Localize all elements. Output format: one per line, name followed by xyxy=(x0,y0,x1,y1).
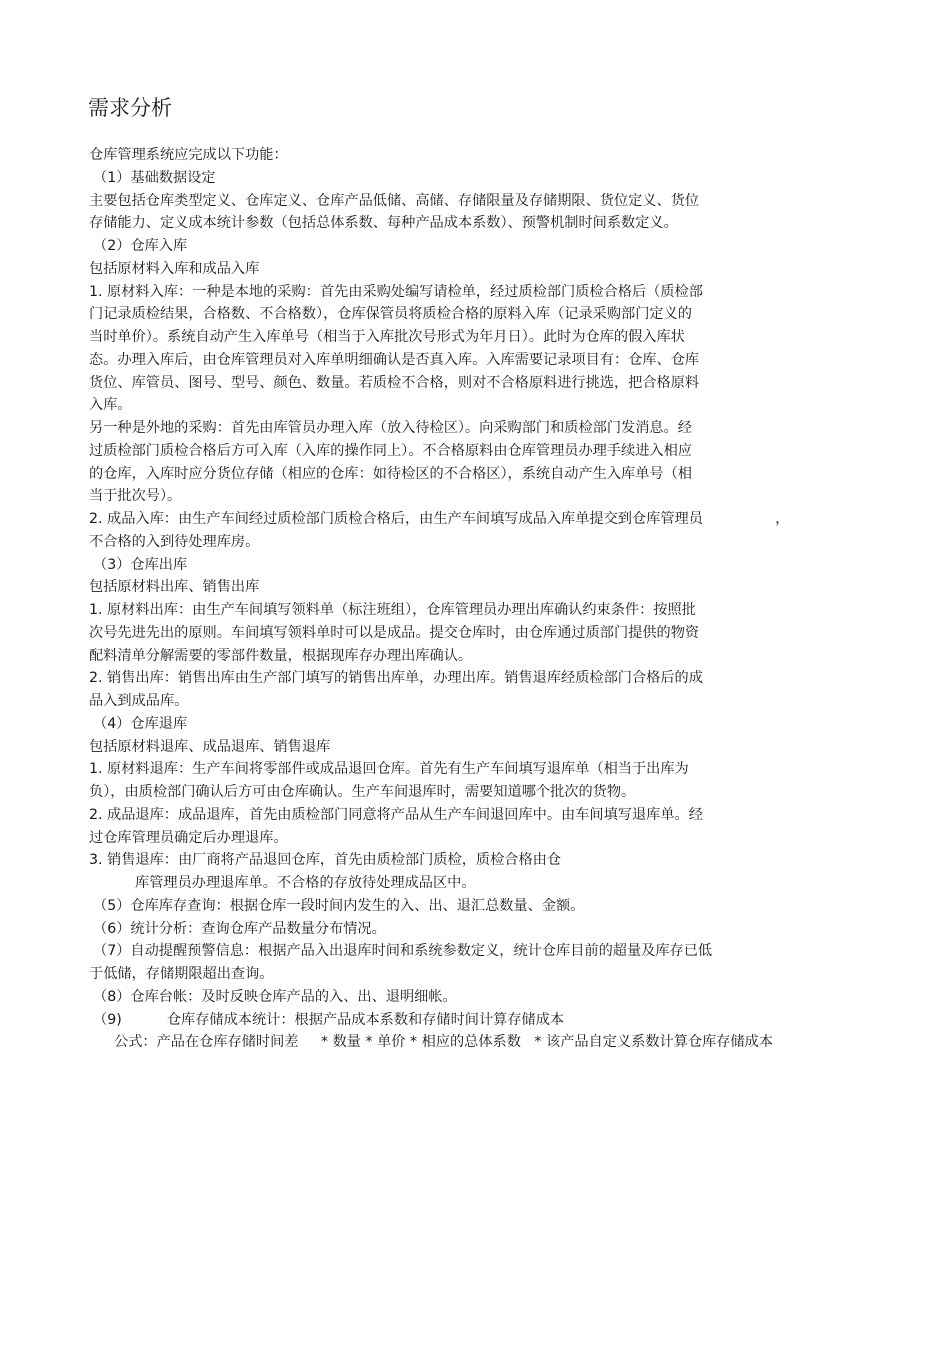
page-title: 需求分析 xyxy=(88,96,172,120)
paragraph-line: 态。办理入库后，由仓库管理员对入库单明细确认是否真入库。入库需要记录项目有：仓库、仓库 xyxy=(89,351,700,368)
paragraph-line: 包括原材料退库、成品退库、销售退库 xyxy=(89,738,331,755)
paragraph-line: 2. 销售出库：销售出库由生产部门填写的销售出库单，办理出库。销售退库经质检部门合格后的成 xyxy=(89,670,703,687)
document-body xyxy=(89,144,869,1054)
section-heading-9: （9) 仓库存储成本统计：根据产品成本系数和存储时间计算存储成本 xyxy=(93,1011,565,1028)
section-heading-5: （5）仓库库存查询：根据仓库一段时间内发生的入、出、退汇总数量、金额。 xyxy=(93,897,585,914)
paragraph-line: 入库。 xyxy=(89,397,132,414)
section-heading-3: （3）仓库出库 xyxy=(93,556,188,573)
section-heading-6: （6）统计分析：查询仓库产品数量分布情况。 xyxy=(93,920,386,937)
paragraph-line: 1. 原材料出库：由生产车间填写领料单（标注班组），仓库管理员办理出库确认约束条件：按照批 xyxy=(89,602,696,618)
paragraph-line: 3. 销售退库：由厂商将产品退回仓库，首先由质检部门质检，质检合格由仓 xyxy=(89,852,562,869)
paragraph-line: 存储能力、定义成本统计参数（包括总体系数、每种产品成本系数）、预警机制时间系数定义。 xyxy=(89,215,678,232)
paragraph-line: 1. 原材料退库：生产车间将零部件或成品退回仓库。首先有生产车间填写退库单（相当于出库为 xyxy=(89,761,689,778)
paragraph-line: 配料清单分解需要的零部件数量，根据现库存办理出库确认。 xyxy=(89,647,473,664)
paragraph-line: 不合格的入到待处理库房。 xyxy=(89,533,260,550)
section-heading-4: （4）仓库退库 xyxy=(93,715,188,732)
paragraph-line: 另一种是外地的采购：首先由库管员办理入库（放入待检区）。向采购部门和质检部门发消息。经 xyxy=(89,420,692,436)
paragraph-line: 过质检部门质检合格后方可入库（入库的操作同上）。不合格原料由仓库管理员办理手续进入相应 xyxy=(89,442,692,459)
paragraph-line: 包括原材料入库和成品入库 xyxy=(89,260,260,277)
section-heading-1: （1）基础数据设定 xyxy=(93,169,216,186)
paragraph-line: 货位、库管员、图号、型号、颜色、数量。若质检不合格，则对不合格原料进行挑选，把合格原料 xyxy=(89,374,700,391)
section-heading-8: （8）仓库台帐：及时反映仓库产品的入、出、退明细帐。 xyxy=(93,988,457,1005)
paragraph-line: 包括原材料出库、销售出库 xyxy=(89,579,260,596)
paragraph-line: 品入到成品库。 xyxy=(89,693,189,709)
paragraph-line: 当时单价）。系统自动产生入库单号（相当于入库批次号形式为年月日）。此时为仓库的假入库状 xyxy=(89,329,685,345)
paragraph-line: 门记录质检结果，合格数、不合格数），仓库保管员将质检合格的原料入库（记录采购部门定义的 xyxy=(89,306,692,323)
paragraph-line-indented: 库管理员办理退库单。不合格的存放待处理成品区中。 xyxy=(135,875,476,891)
paragraph-line: 负），由质检部门确认后方可由仓库确认。生产车间退库时，需要知道哪个批次的货物。 xyxy=(89,784,636,800)
formula-line: 公式：产品在仓库存储时间差 * 数量 * 单价 * 相应的总体系数 * 该产品自定义系数计算仓库存储成本 xyxy=(114,1034,774,1051)
paragraph-line: 2. 成品退库：成品退库，首先由质检部门同意将产品从生产车间退回库中。由车间填写退库单。经 xyxy=(89,806,703,823)
section-heading-7: （7）自动提醒预警信息：根据产品入出退库时间和系统参数定义，统计仓库目前的超量及库存已低 xyxy=(93,943,713,960)
paragraph-line: 次号先进先出的原则。车间填写领料单时可以是成品。提交仓库时，由仓库通过质部门提供的物资 xyxy=(89,624,700,641)
paragraph-line: 当于批次号）。 xyxy=(89,488,182,505)
paragraph-line: 于低储，存储期限超出查询。 xyxy=(89,966,274,982)
intro-line: 仓库管理系统应完成以下功能： xyxy=(89,147,288,163)
paragraph-line: 过仓库管理员确定后办理退库。 xyxy=(89,829,288,846)
section-heading-2: （2）仓库入库 xyxy=(93,238,188,254)
paragraph-line: 2. 成品入库：由生产车间经过质检部门质检合格后，由生产车间填写成品入库单提交到仓库管理员 ， xyxy=(89,511,790,527)
paragraph-line: 的仓库，入库时应分货位存储（相应的仓库：如待检区的不合格区），系统自动产生入库单号（相 xyxy=(89,465,692,482)
paragraph-line: 1. 原材料入库：一种是本地的采购：首先由采购处编写请检单，经过质检部门质检合格后（质检部 xyxy=(89,283,703,300)
paragraph-line: 主要包括仓库类型定义、仓库定义、仓库产品低储、高储、存储限量及存储期限、货位定义、货位 xyxy=(89,192,700,209)
